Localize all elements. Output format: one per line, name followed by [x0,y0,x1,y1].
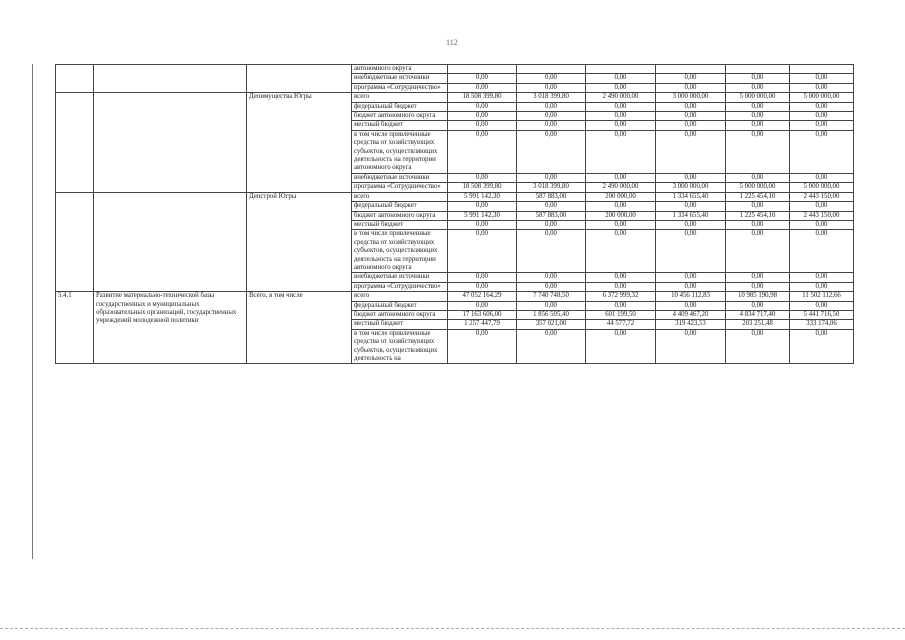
amount-cell: 0,00 [790,83,854,92]
amount-cell [448,65,517,74]
amount-cell: 0,00 [586,83,656,92]
amount-cell: 0,00 [726,273,790,282]
amount-cell: 0,00 [726,282,790,291]
amount-cell [517,65,586,74]
measure-title [94,93,247,192]
amount-cell: 0,00 [726,102,790,111]
amount-cell: 0,00 [790,202,854,211]
measure-title: Развитие материально-технической базы государственных и муниципальных образовательных организаций, государственных учреждений молодежной политики [94,292,247,364]
row-number: 5.4.1 [56,292,94,364]
amount-cell: 44 577,72 [586,320,656,329]
page-number: 112 [446,38,458,47]
amount-cell: 0,00 [726,74,790,83]
amount-cell: 0,00 [790,273,854,282]
amount-cell: 1 334 655,40 [656,211,726,220]
amount-cell: 0,00 [517,220,586,229]
amount-cell: 4 834 717,40 [726,310,790,319]
amount-cell: 2 490 000,00 [586,93,656,102]
amount-cell: 0,00 [586,230,656,273]
amount-cell: 0,00 [586,329,656,364]
amount-cell: 2 443 150,00 [790,192,854,201]
amount-cell: 5 000 000,00 [726,93,790,102]
amount-cell: 0,00 [726,83,790,92]
funding-source: всего [352,93,448,102]
table-row [56,192,854,201]
amount-cell: 0,00 [448,83,517,92]
amount-cell: 5 000 000,00 [790,183,854,192]
funding-source: в том числе привлеченные средства от хозяйствующих субъектов, осуществляющих деятельность на [352,329,448,364]
amount-cell: 200 000,00 [586,211,656,220]
amount-cell: 0,00 [448,220,517,229]
amount-cell: 11 502 112,66 [790,292,854,301]
amount-cell [586,65,656,74]
amount-cell: 5 441 716,50 [790,310,854,319]
funding-source: программа «Сотрудничество» [352,83,448,92]
amount-cell: 0,00 [517,301,586,310]
funding-source: бюджет автономного округа [352,112,448,121]
scan-edge-line [0,628,905,629]
funding-source: внебюджетные источники [352,74,448,83]
funding-source: программа «Сотрудничество» [352,183,448,192]
amount-cell: 1 225 454,10 [726,192,790,201]
amount-cell: 18 508 399,80 [448,93,517,102]
amount-cell: 0,00 [726,121,790,130]
amount-cell: 0,00 [586,74,656,83]
executor [247,65,352,93]
amount-cell: 0,00 [517,74,586,83]
amount-cell: 0,00 [517,329,586,364]
amount-cell: 0,00 [517,130,586,173]
amount-cell: 2 443 150,00 [790,211,854,220]
row-number [56,65,94,93]
left-margin-line [32,64,33,559]
amount-cell: 0,00 [790,329,854,364]
amount-cell: 0,00 [586,202,656,211]
amount-cell: 0,00 [726,220,790,229]
funding-source: бюджет автономного округа [352,211,448,220]
amount-cell: 7 740 748,50 [517,292,586,301]
amount-cell: 0,00 [726,112,790,121]
amount-cell: 0,00 [726,173,790,182]
amount-cell: 10 985 190,98 [726,292,790,301]
amount-cell: 0,00 [448,173,517,182]
funding-source: автономного округа [352,65,448,74]
amount-cell [726,65,790,74]
amount-cell: 0,00 [517,83,586,92]
amount-cell: 0,00 [726,130,790,173]
amount-cell [790,65,854,74]
amount-cell: 3 018 399,80 [517,93,586,102]
amount-cell: 0,00 [448,202,517,211]
amount-cell: 0,00 [448,121,517,130]
amount-cell: 0,00 [517,102,586,111]
amount-cell: 1 856 505,40 [517,310,586,319]
amount-cell: 1 334 655,40 [656,192,726,201]
amount-cell: 587 883,00 [517,192,586,201]
measure-title [94,65,247,93]
amount-cell: 3 018 399,80 [517,183,586,192]
row-number [56,192,94,291]
amount-cell: 0,00 [586,102,656,111]
amount-cell: 5 991 142,30 [448,192,517,201]
amount-cell: 0,00 [656,282,726,291]
amount-cell: 0,00 [790,74,854,83]
amount-cell: 0,00 [517,282,586,291]
amount-cell: 0,00 [656,83,726,92]
amount-cell: 0,00 [790,301,854,310]
amount-cell: 0,00 [656,329,726,364]
amount-cell: 0,00 [656,230,726,273]
funding-source: внебюджетные источники [352,273,448,282]
funding-source: всего [352,292,448,301]
amount-cell: 0,00 [586,220,656,229]
amount-cell: 0,00 [790,121,854,130]
executor: Всего, в том числе [247,292,352,364]
amount-cell: 1 257 447,79 [448,320,517,329]
amount-cell: 0,00 [790,282,854,291]
amount-cell: 5 000 000,00 [726,183,790,192]
row-number [56,93,94,192]
amount-cell: 0,00 [586,301,656,310]
amount-cell [656,65,726,74]
amount-cell: 0,00 [726,329,790,364]
amount-cell: 0,00 [656,74,726,83]
amount-cell: 10 456 112,83 [656,292,726,301]
amount-cell: 0,00 [790,130,854,173]
funding-source: федеральный бюджет [352,202,448,211]
funding-source: федеральный бюджет [352,102,448,111]
amount-cell: 0,00 [448,130,517,173]
amount-cell: 0,00 [517,173,586,182]
funding-source: бюджет автономного округа [352,310,448,319]
executor: Депстрой Югры [247,192,352,291]
amount-cell: 333 174,06 [790,320,854,329]
amount-cell: 0,00 [656,202,726,211]
amount-cell: 3 000 000,00 [656,93,726,102]
amount-cell: 0,00 [656,130,726,173]
amount-cell: 17 163 606,00 [448,310,517,319]
amount-cell: 0,00 [726,202,790,211]
amount-cell: 0,00 [448,273,517,282]
amount-cell: 203 251,48 [726,320,790,329]
amount-cell: 319 423,53 [656,320,726,329]
amount-cell: 0,00 [517,121,586,130]
amount-cell: 0,00 [656,173,726,182]
amount-cell: 0,00 [586,112,656,121]
amount-cell: 0,00 [586,282,656,291]
funding-source: местный бюджет [352,320,448,329]
funding-source: местный бюджет [352,121,448,130]
amount-cell: 0,00 [517,230,586,273]
amount-cell: 0,00 [517,273,586,282]
funding-source: внебюджетные источники [352,173,448,182]
funding-source: федеральный бюджет [352,301,448,310]
executor: Депимущества Югры [247,93,352,192]
amount-cell: 0,00 [448,112,517,121]
amount-cell: 0,00 [726,301,790,310]
measure-title [94,192,247,291]
amount-cell: 0,00 [790,220,854,229]
amount-cell: 0,00 [448,301,517,310]
funding-source: в том числе привлеченные средства от хозяйствующих субъектов, осуществляющих деятельность на территории автономного округа [352,130,448,173]
amount-cell: 0,00 [656,102,726,111]
financing-table [55,64,854,364]
amount-cell: 587 883,00 [517,211,586,220]
amount-cell: 0,00 [790,112,854,121]
amount-cell: 0,00 [448,102,517,111]
amount-cell: 0,00 [586,121,656,130]
funding-source: программа «Сотрудничество» [352,282,448,291]
amount-cell: 0,00 [790,230,854,273]
amount-cell: 0,00 [586,130,656,173]
amount-cell: 0,00 [517,112,586,121]
amount-cell: 47 052 164,29 [448,292,517,301]
amount-cell: 4 409 467,20 [656,310,726,319]
amount-cell: 5 991 142,30 [448,211,517,220]
amount-cell: 0,00 [726,230,790,273]
amount-cell: 0,00 [448,329,517,364]
table-row [56,65,854,74]
funding-source: всего [352,192,448,201]
amount-cell: 2 490 000,00 [586,183,656,192]
table-row [56,292,854,301]
amount-cell: 601 199,50 [586,310,656,319]
table-body [56,65,854,364]
amount-cell: 0,00 [656,301,726,310]
amount-cell: 0,00 [656,121,726,130]
amount-cell: 0,00 [448,74,517,83]
amount-cell: 0,00 [586,173,656,182]
amount-cell: 0,00 [656,273,726,282]
amount-cell: 1 225 454,10 [726,211,790,220]
amount-cell: 5 000 000,00 [790,93,854,102]
amount-cell: 0,00 [790,173,854,182]
amount-cell: 18 508 399,80 [448,183,517,192]
funding-source: местный бюджет [352,220,448,229]
amount-cell: 0,00 [517,202,586,211]
amount-cell: 0,00 [448,282,517,291]
amount-cell: 200 000,00 [586,192,656,201]
amount-cell: 0,00 [656,220,726,229]
amount-cell: 3 000 000,00 [656,183,726,192]
table-row [56,93,854,102]
amount-cell: 6 372 999,32 [586,292,656,301]
amount-cell: 0,00 [656,112,726,121]
amount-cell: 357 021,00 [517,320,586,329]
amount-cell: 0,00 [790,102,854,111]
amount-cell: 0,00 [448,230,517,273]
amount-cell: 0,00 [586,273,656,282]
funding-source: в том числе привлеченные средства от хозяйствующих субъектов, осуществляющих деятельность на территории автономного округа [352,230,448,273]
